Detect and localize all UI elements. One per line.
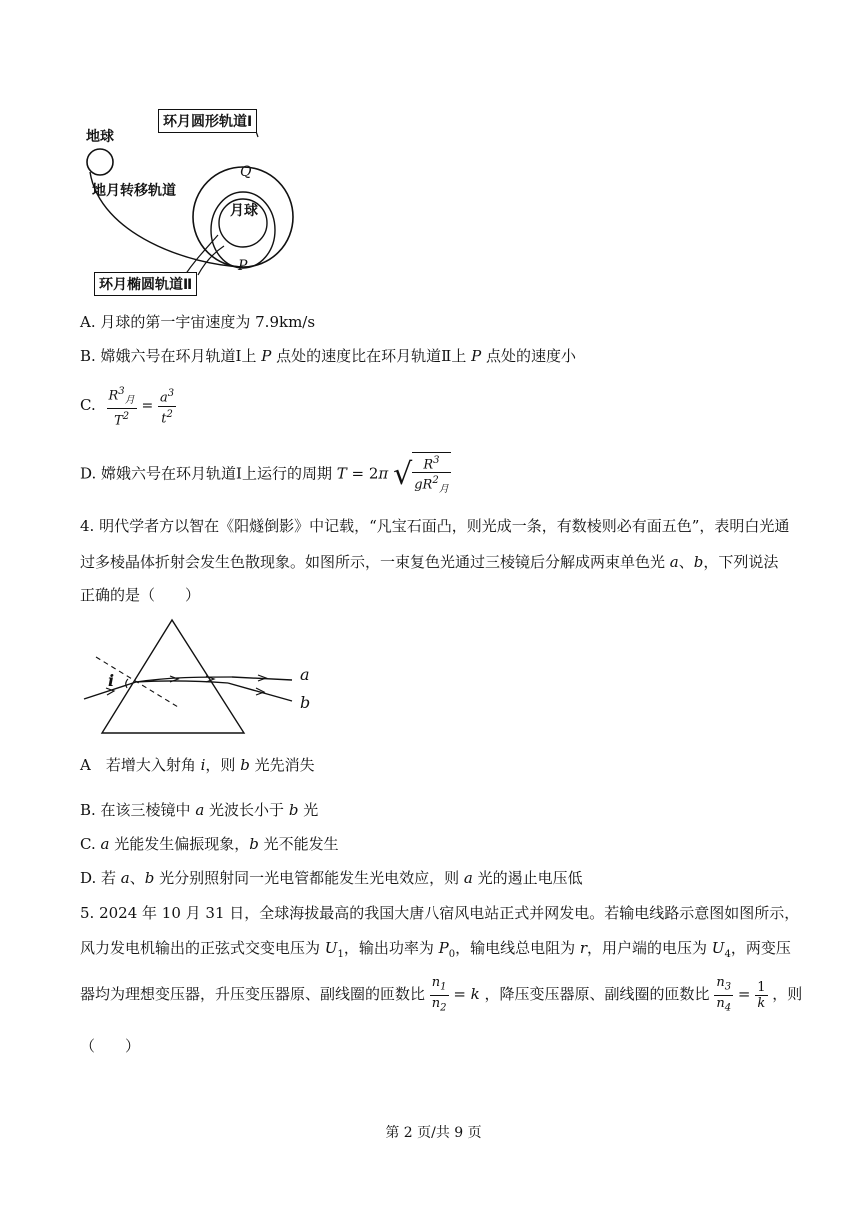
earth-circle bbox=[87, 149, 113, 175]
ray-b-label: b bbox=[300, 693, 311, 712]
q3-option-b: B. 嫦娥六号在环月轨道Ⅰ上 P 点处的速度比在环月轨道Ⅱ上 P 点处的速度小 bbox=[80, 347, 576, 365]
ray-b-out bbox=[228, 683, 292, 701]
q5-line-4: （ ） bbox=[80, 1037, 141, 1055]
incident-angle-label: i bbox=[108, 671, 115, 690]
prism-diagram bbox=[80, 615, 320, 740]
angle-arc bbox=[126, 679, 128, 688]
q4-line-2: 过多棱晶体折射会发生色散现象。如图所示，一束复色光通过三棱镜后分解成两束单色光 a、b，下列说法 bbox=[80, 553, 779, 571]
ray-a-label: a bbox=[300, 665, 310, 684]
orbit-2-label: 环月椭圆轨道Ⅱ bbox=[94, 272, 197, 296]
fraction-r-over-t: $\frac{R^3_月}{T^2}$ bbox=[108, 386, 135, 429]
sqrt-symbol: √ bbox=[393, 456, 413, 492]
q4-option-b: B. 在该三棱镜中 a 光波长小于 b 光 bbox=[80, 801, 319, 819]
q4-option-c: C. a 光能发生偏振现象，b 光不能发生 bbox=[80, 835, 339, 853]
orbit-figure bbox=[80, 100, 310, 300]
orbit-1-label: 环月圆形轨道Ⅰ bbox=[158, 109, 257, 133]
q4-line-3: 正确的是（ ） bbox=[80, 586, 201, 604]
page-footer: 第 2 页/共 9 页 bbox=[385, 1125, 482, 1141]
q5-line-1: 5. 2024 年 10 月 31 日，全球海拔最高的我国大唐八宿风电站正式并网发电。若输电线路示意图如图所示， bbox=[80, 904, 800, 922]
q5-line-3: 器均为理想变压器，升压变压器原、副线圈的匝数比 $\frac{n_1}{n_2}$ = k ，降压变压器原、副线圈的匝数比 $\frac{n_3}{n_4}$ = $\frac{1}{k}$ ，则 bbox=[80, 974, 803, 1014]
fraction-n3-n4: $\frac{n_3}{n_4}$ bbox=[716, 974, 732, 1014]
fraction-a-over-t: $\frac{a^3}{t^2}$ bbox=[159, 388, 175, 426]
q4-line-1: 4. 明代学者方以智在《阳燧倒影》中记载，“凡宝石面凸，则光成一条，有数棱则必有面五色”，表明白光通 bbox=[80, 517, 790, 535]
q3-option-a: A. 月球的第一宇宙速度为 7.9km/s bbox=[80, 313, 316, 331]
p-label: P bbox=[238, 258, 248, 274]
prism-figure bbox=[80, 615, 320, 740]
transfer-label: 地月转移轨道 bbox=[92, 183, 176, 199]
q3-option-d: D. 嫦娥六号在环月轨道Ⅰ上运行的周期 T = 2π √ $\frac{R^3}{gR^2_月}$ bbox=[80, 452, 451, 497]
q4-option-a: A 若增大入射角 i，则 b 光先消失 bbox=[80, 756, 315, 774]
earth-label: 地球 bbox=[86, 129, 114, 145]
fraction-r3-over-gr2: $\frac{R^3}{gR^2_月}$ bbox=[412, 452, 451, 497]
fraction-n1-n2: $\frac{n_1}{n_2}$ bbox=[431, 974, 447, 1014]
moon-label: 月球 bbox=[230, 203, 258, 219]
q5-line-2: 风力发电机输出的正弦式交变电压为 $U_1$，输出功率为 $P_0$，输电线总电阻为 r，用户端的电压为 $U_4$，两变压 bbox=[80, 939, 791, 960]
fraction-1-k: $\frac{1}{k}$ bbox=[757, 979, 766, 1011]
q3-option-c: C. $\frac{R^3_月}{T^2}$ = $\frac{a^3}{t^2}$ bbox=[80, 386, 175, 429]
q4-option-d: D. 若 a、b 光分别照射同一光电管都能发生光电效应，则 a 光的遏止电压低 bbox=[80, 869, 583, 887]
q-label: Q bbox=[240, 164, 252, 180]
ray-b-inside bbox=[136, 681, 228, 683]
